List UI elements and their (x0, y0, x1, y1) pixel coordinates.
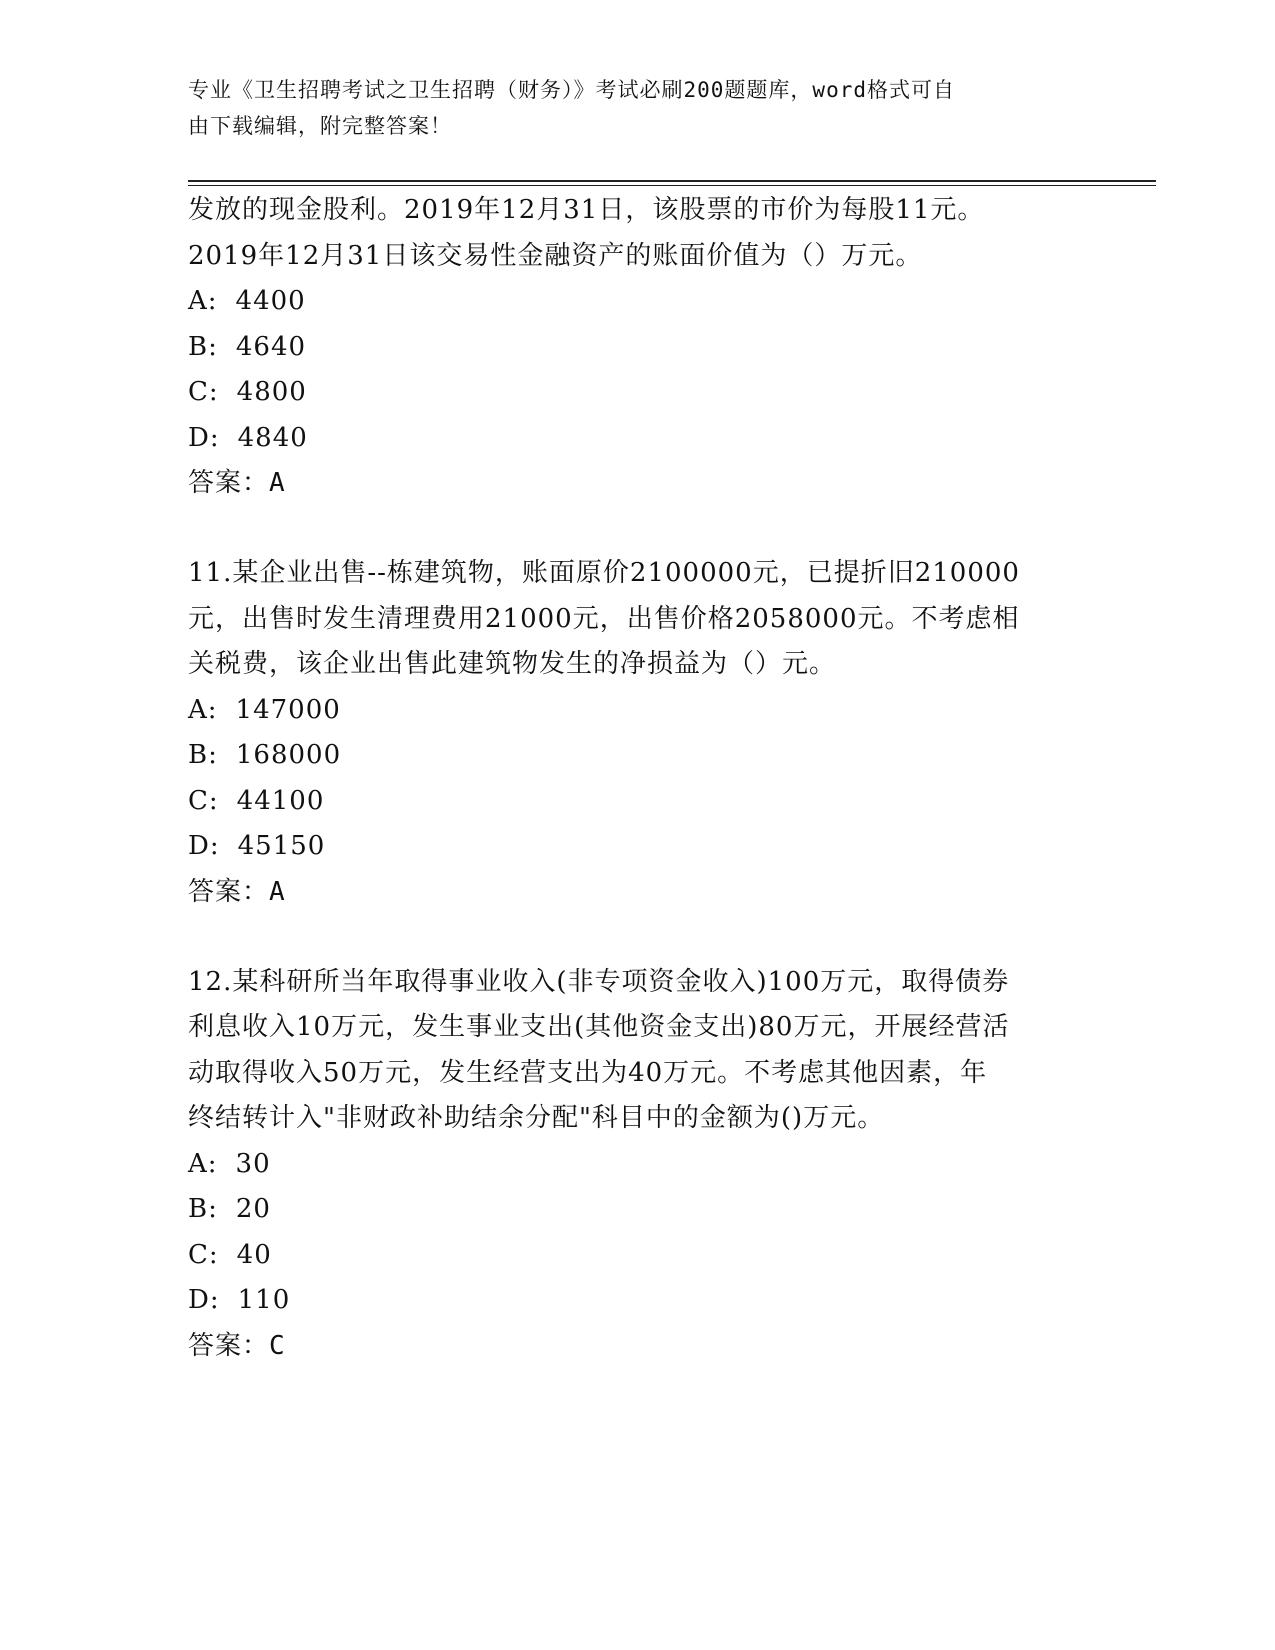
question-text-line: 元，出售时发生清理费用21000元，出售价格2058000元。不考虑相 (188, 603, 1020, 634)
option-key: B: (188, 331, 218, 362)
option-b (188, 733, 1088, 779)
option-value: 4400 (235, 286, 306, 316)
option-d (188, 1278, 1088, 1324)
option-value: 4840 (237, 422, 308, 453)
option-value: 44100 (236, 785, 325, 816)
question-text-line: 终结转计入"非财政补助结余分配"科目中的金额为()万元。 (188, 1103, 885, 1133)
option-d (188, 824, 1088, 870)
answer-line: 答案：A (188, 468, 286, 498)
option-a (188, 688, 1088, 734)
question-text-line: 利息收入10万元，发生事业支出(其他资金支出)80万元，开展经营活 (188, 1012, 1010, 1042)
option-value: 40 (236, 1239, 272, 1270)
question-spacer (188, 915, 1088, 960)
question-text-line: 动取得收入50万元，发生经营支出为40万元。不考虑其他因素，年 (188, 1057, 988, 1088)
option-key: C: (188, 377, 219, 407)
question-text-line: 发放的现金股利。2019年12月31日，该股票的市价为每股11元。 (188, 195, 985, 225)
header-divider-thin (188, 185, 1156, 186)
answer-line: 答案：A (188, 876, 286, 907)
option-b (188, 1187, 1088, 1233)
header-divider-thick (188, 180, 1156, 182)
option-value: 110 (237, 1285, 291, 1315)
option-key: B: (188, 1194, 218, 1224)
option-key: D: (188, 831, 220, 861)
option-key: A: (188, 1148, 218, 1179)
option-value: 30 (235, 1148, 271, 1179)
option-key: B: (188, 740, 218, 770)
question-block (188, 188, 1088, 506)
option-key: D: (188, 1285, 220, 1315)
option-key: C: (188, 785, 219, 816)
option-key: A: (188, 694, 218, 725)
question-list (188, 188, 1088, 1369)
option-key: D: (188, 422, 220, 453)
header-line-2: 由下载编辑，附完整答案！ (188, 114, 452, 138)
option-c (188, 1233, 1088, 1279)
option-key: A: (188, 286, 218, 316)
option-value: 20 (235, 1194, 271, 1224)
question-text-line: 关税费，该企业出售此建筑物发生的净损益为（）元。 (188, 649, 837, 679)
option-a (188, 1142, 1088, 1188)
question-text-line: 12.某科研所当年取得事业收入(非专项资金收入)100万元，取得债券 (188, 966, 1010, 997)
question-block (188, 551, 1088, 915)
question-text-line: 11.某企业出售--栋建筑物，账面原价2100000元，已提折旧210000 (188, 558, 1020, 588)
option-value: 45150 (237, 831, 326, 861)
header-line-1: 专业《卫生招聘考试之卫生招聘（财务）》考试必刷200题题库，word格式可自 (188, 78, 955, 102)
page-header (188, 72, 1068, 144)
option-key: C: (188, 1239, 219, 1270)
answer-line: 答案：C (188, 1330, 286, 1361)
option-value: 168000 (235, 740, 342, 770)
option-c (188, 370, 1088, 416)
option-value: 4640 (235, 331, 307, 362)
option-b (188, 325, 1088, 371)
question-spacer (188, 506, 1088, 551)
question-text-line: 2019年12月31日该交易性金融资产的账面价值为（）万元。 (188, 240, 923, 271)
option-d (188, 416, 1088, 462)
option-value: 147000 (235, 694, 341, 725)
option-c (188, 779, 1088, 825)
option-a (188, 279, 1088, 325)
option-value: 4800 (236, 377, 307, 407)
question-block (188, 960, 1088, 1369)
